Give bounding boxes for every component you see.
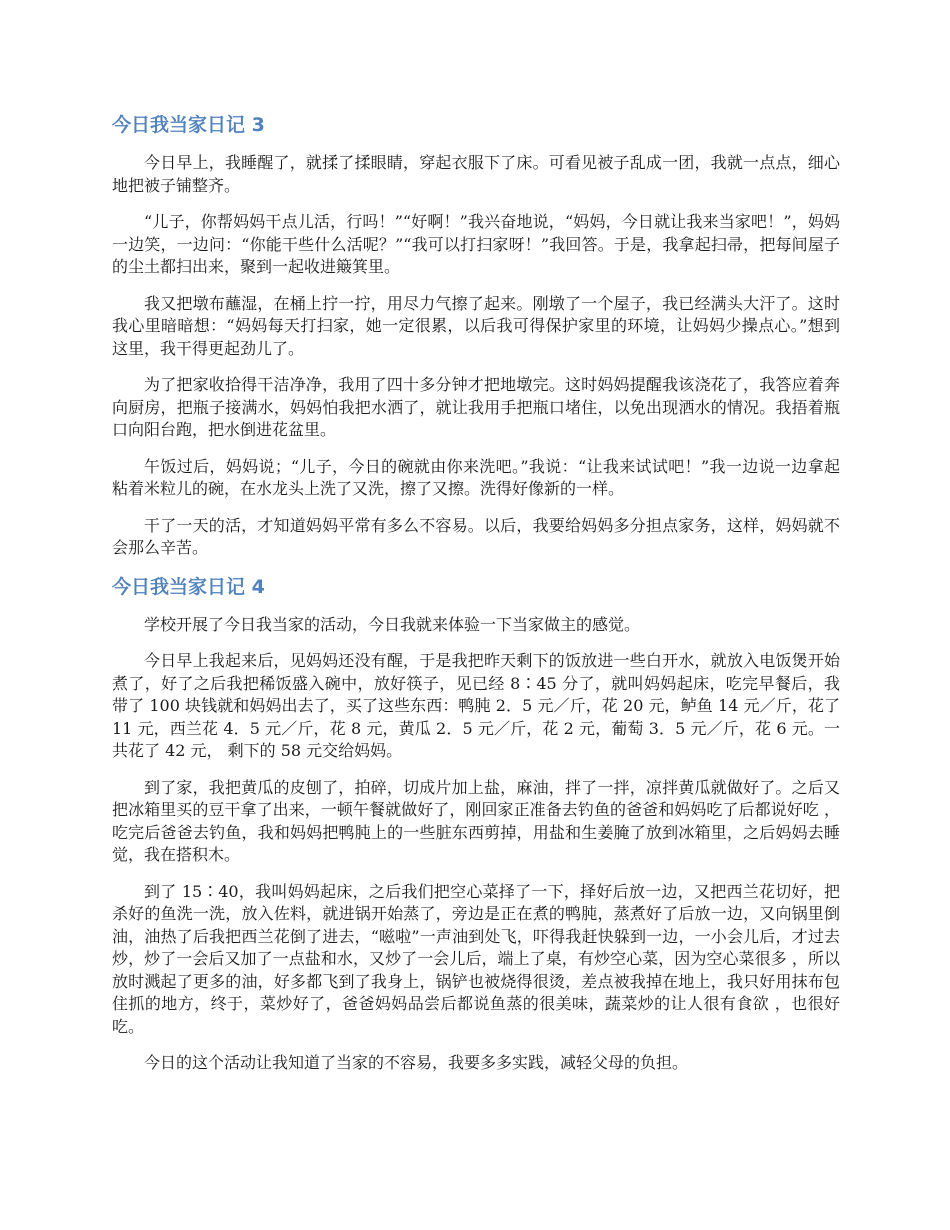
paragraph: 到了家，我把黄瓜的皮刨了，拍碎，切成片加上盐，麻油，拌了一拌，凉拌黄瓜就做好了。之后又把冰箱里买的豆干拿了出来，一顿午餐就做好了，刚回家正准备去钓鱼的爸爸和妈妈吃了后都说好吃 ，吃完后爸爸去钓鱼，我和妈妈把鸭肫上的一些脏东西剪掉，用盐和生姜腌了放到冰箱里，之后妈妈去睡觉，我在搭积木。 <box>112 777 840 864</box>
document-page <box>112 112 840 1089</box>
paragraph: 我又把墩布蘸湿，在桶上拧一拧，用尽力气擦了起来。刚墩了一个屋子，我已经满头大汗了。这时我心里暗暗想：“妈妈每天打扫家，她一定很累，以后我可得保护家里的环境，让妈妈少操点心。”想到这里，我干得更起劲儿了。 <box>112 293 840 358</box>
paragraph: “儿子，你帮妈妈干点儿活，行吗！”“好啊！”我兴奋地说，“妈妈，今日就让我来当家吧！”，妈妈一边笑，一边问：“你能干些什么活呢？”“我可以打扫家呀！”我回答。于是，我拿起扫帚，把每间屋子的尘土都扫出来，聚到一起收进簸箕里。 <box>112 212 840 276</box>
section-title: 今日我当家日记 4 <box>112 575 265 598</box>
paragraph: 今日早上我起来后，见妈妈还没有醒，于是我把昨天剩下的饭放进一些白开水，就放入电饭煲开始煮了，好了之后我把稀饭盛入碗中，放好筷子，见已经 8∶45 分了，就叫妈妈起床，吃完早餐后，我 带了 100 块钱就和妈妈出去了，买了这些东西：鸭肫 2．5 元／斤，花 20 元，鲈鱼 14 元／斤，花了 11 元，西兰花 4．5 元／斤，花 8 元，黄瓜 2．5 元／斤，花 2 元，葡萄 3．5 元／斤，花 6 元。一共花了 42 元， 剩下的 58 元交给妈妈。 <box>112 651 840 760</box>
paragraph: 午饭过后，妈妈说；“儿子，今日的碗就由你来洗吧。”我说：“让我来试试吧！”我一边说一边拿起粘着米粒儿的碗，在水龙头上洗了又洗，擦了又擦。洗得好像新的一样。 <box>112 456 840 498</box>
paragraph: 今日的这个活动让我知道了当家的不容易，我要多多实践，减轻父母的负担。 <box>144 1053 689 1072</box>
paragraph: 为了把家收拾得干洁净净，我用了四十多分钟才把地墩完。这时妈妈提醒我该浇花了，我答应着奔向厨房，把瓶子接满水，妈妈怕我把水洒了，就让我用手把瓶口堵住，以免出现洒水的情况。我捂着瓶口向阳台跑，把水倒进花盆里。 <box>112 375 840 439</box>
diary-section-4 <box>112 574 840 1075</box>
paragraph: 学校开展了今日我当家的活动，今日我就来体验一下当家做主的感觉。 <box>144 614 641 634</box>
paragraph: 干了一天的活，才知道妈妈平常有多么不容易。以后，我要给妈妈多分担点家务，这样，妈妈就不会那么辛苦。 <box>112 515 840 557</box>
paragraph: 今日早上，我睡醒了，就揉了揉眼睛，穿起衣服下了床。可看见被子乱成一团，我就一点点，细心地把被子铺整齐。 <box>112 153 840 195</box>
section-title: 今日我当家日记 3 <box>112 114 265 136</box>
diary-section-3 <box>112 112 840 560</box>
paragraph: 到了 15∶40，我叫妈妈起床，之后我们把空心菜择了一下，择好后放一边，又把西兰花切好，把杀好的鱼洗一洗，放入佐料，就进锅开始蒸了，旁边是正在煮的鸭肫，蒸煮好了后放一边，又向锅里倒 油，油热了后我把西兰花倒了进去，“嗞啦”一声油到处飞，吓得我赶快躲到一边，一小会儿后，才过去炒，炒了一会后又加了一点盐和水，又炒了一会儿后，端上了桌，有炒空心菜，因为空心菜很多 ，所以放时溅起了更多的油，好多都飞到了我身上，锅铲也被烧得很烫，差点被我掉在地上，我只好用抹布包住抓的地方，终于，菜炒好了，爸爸妈妈品尝后都说鱼蒸的很美味，蔬菜炒的让人很有食欲 ，也很好吃。 <box>112 881 840 1036</box>
